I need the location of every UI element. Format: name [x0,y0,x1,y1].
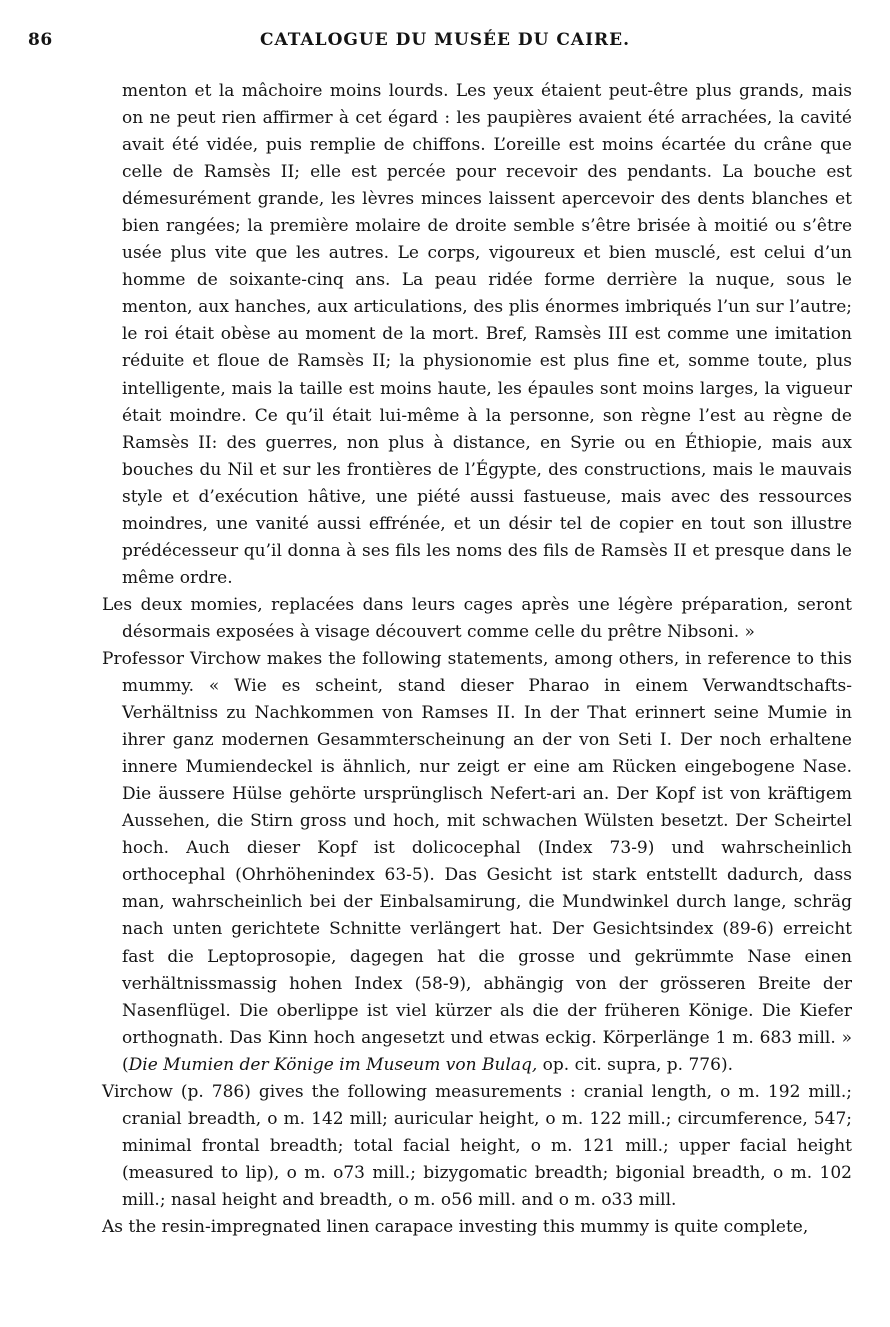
paragraph-resin-carapace [102,1214,852,1241]
citation-title: Die Mumien der Könige im Museum von Bulaq, [128,1054,538,1075]
paragraph-mummy-description [102,78,852,592]
paragraph-virchow-measurements [102,1079,852,1214]
paragraph-text: menton et la mâchoire moins lourds. Les yeux étaient peut-être plus grands, mais on ne peut rien affirmer à cet égard : les paupières avaient été arrachées, la cavité avait été vidée, puis remplie de chiffons. L’oreille est moins écartée du crâne que celle de Ramsès II; elle est percée pour recevoir des pendants. La bouche est démesurément grande, les lèvres minces laissent apercevoir des dents blanches et bien rangées; la première molaire de droite semble s’être brisée à moitié ou s’être usée plus vite que les autres. Le corps, vigoureux et bien musclé, est celui d’un homme de soixante-cinq ans. La peau ridée forme derrière la nuque, sous le menton, aux hanches, aux articulations, des plis énormes imbriqués l’un sur l’autre; le roi était obèse au moment de la mort. Bref, Ramsès III est comme une imitation réduite et floue de Ramsès II; la physionomie est plus fine et, somme toute, plus intelligente, mais la taille est moins haute, les épaules sont moins larges, la vigueur était moindre. Ce qu’il était lui-même à la personne, son règne l’est au règne de Ramsès II: des guerres, non plus à distance, en Syrie ou en Éthiopie, mais aux bouches du Nil et sur les frontières de l’Égypte, des constructions, mais le mauvais style et d’exécution hâtive, une piété aussi fastueuse, mais avec des ressources moindres, une vanité aussi effrénée, et un désir tel de copier en tout son illustre prédécesseur qu’il donna à ses fils les noms des fils de Ramsès II et presque dans le même ordre. [122,81,852,588]
running-title: CATALOGUE DU MUSÉE DU CAIRE. [259,30,631,50]
paragraph-text: Professor Virchow makes the following statements, among others, in reference to this mummy. « Wie es scheint, stand dieser Pharao in einem Verwandtschafts-Verhältniss zu Nachkommen von Ramses II. In der That erinnert seine Mumie in ihrer ganz modernen Gesammterscheinung an der von Seti I. Der noch erhaltene innere Mumiendeckel is ähnlich, nur zeigt er eine am Rücken eingebogene Nase. Die äussere Hülse gehörte ursprünglisch Nefert-ari an. Der Kopf ist von kräftigem Aussehen, die Stirn gross und hoch, mit schwachen Wülsten besetzt. Der Scheirtel hoch. Auch dieser Kopf ist dolicocephal (Index 73-9) und wahrscheinlich orthocephal (Ohrhöhenindex 63-5). Das Gesicht ist stark entstellt dadurch, dass man, wahrscheinlich bei der Einbalsamirung, die Mundwinkel durch lange, schräg nach unten gerichtete Schnitte verlängert hat. Der Gesichtsindex (89-6) erreicht fast die Leptoprosopie, dagegen hat die grosse und gekrümmte Nase einen verhältnissmassig hohen Index (58-9), abhängig von der grösseren Breite der Nasenflügel. Die oberlippe ist viel kürzer als die der früheren Könige. Die Kiefer orthognath. Das Kinn hoch angesetzt und etwas eckig. Körperlänge 1 m. 683 mill. » ( [102,648,852,1075]
page-number: 86 [28,30,53,50]
paragraph-text: Virchow (p. 786) gives the following measurements : cranial length, o m. 192 mill.; cranial breadth, o m. 142 mill; auricular height, o m. 122 mill.; circumference, 547; minimal frontal breadth; total facial height, o m. 121 mill.; upper facial height (measured to lip), o m. o73 mill.; bizygomatic breadth; bigonial breadth, o m. 102 mill.; nasal height and breadth, o m. o56 mill. and o m. o33 mill. [102,1081,852,1210]
paragraph-virchow-statements [102,646,852,1079]
citation-tail: op. cit. supra, p. 776). [537,1054,733,1075]
page-header [28,30,862,58]
paragraph-momies-exposees [102,592,852,646]
paragraph-text: Les deux momies, replacées dans leurs cages après une légère préparation, seront désormais exposées à visage découvert comme celle du prêtre Nibsoni. » [102,594,852,642]
paragraph-text: As the resin-impregnated linen carapace investing this mummy is quite complete, [102,1216,809,1237]
body-text [102,78,852,1241]
